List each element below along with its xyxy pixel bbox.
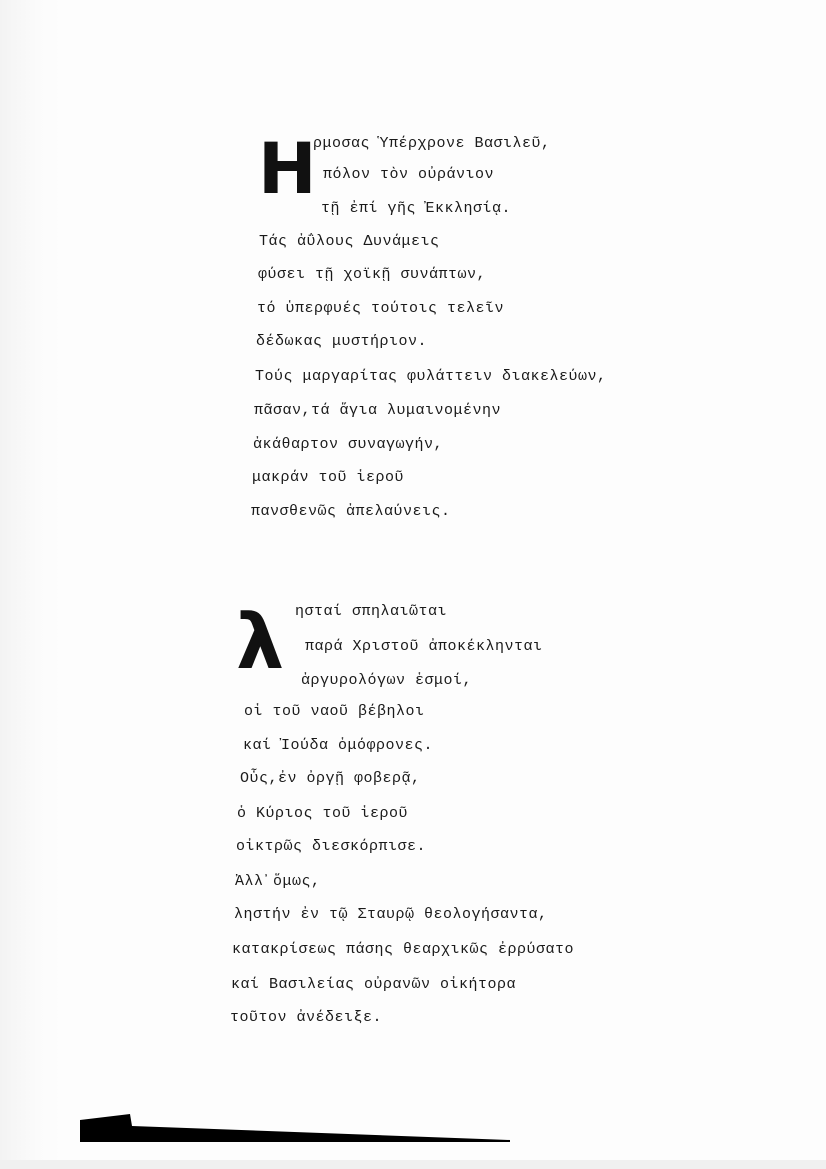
- stanza-2-line-5: καί Ἰούδα ὁμόφρονες.: [243, 737, 434, 754]
- drop-cap-lambda: λ: [236, 597, 285, 686]
- stanza-2-line-12: καί Βασιλείας οὐρανῶν οἰκήτορα: [231, 976, 517, 993]
- stanza-1-line-10: ἀκάθαρτον συναγωγήν,: [253, 436, 444, 453]
- stanza-1-line-4: Τάς ἀΰλους Δυνάμεις: [259, 233, 440, 250]
- stanza-1-line-9: πᾶσαν,τά ἅγια λυμαινομένην: [254, 402, 502, 419]
- stanza-1-line-7: δέδωκας μυστήριον.: [256, 333, 428, 350]
- stanza-2-line-7: ὁ Κύριος τοῦ ἱεροῦ: [237, 805, 409, 822]
- scan-edge-shadow: [0, 0, 62, 1169]
- stanza-2-line-11: κατακρίσεως πάσης θεαρχικῶς ἐρρύσατο: [232, 941, 575, 958]
- stanza-2-line-10: ληστήν ἐν τῷ Σταυρῷ θεολογήσαντα,: [234, 906, 548, 923]
- stanza-1-line-8: Τούς μαργαρίτας φυλάττειν διακελεύων,: [255, 368, 607, 385]
- stanza-2-line-4: οἱ τοῦ ναοῦ βέβηλοι: [244, 703, 425, 720]
- stanza-2-line-2: παρά Χριστοῦ ἀποκέκληνται: [305, 638, 543, 655]
- stanza-1-line-2: πόλον τὸν οὐράνιον: [323, 166, 495, 183]
- decorative-bottom-rule: [80, 1112, 510, 1144]
- stanza-1-line-5: φύσει τῇ χοϊκῇ συνάπτων,: [258, 266, 487, 283]
- drop-cap-eta: Η: [258, 128, 317, 210]
- stanza-2-line-1: ησταί σπηλαιῶται: [295, 603, 448, 620]
- scan-bottom-edge: [0, 1160, 826, 1169]
- stanza-2-line-6: Οὗς,ἐν ὀργῇ φοβερᾷ,: [240, 770, 421, 787]
- stanza-2-line-3: ἀργυρολόγων ἑσμοί,: [301, 672, 473, 689]
- stanza-2-line-8: οἰκτρῶς διεσκόρπισε.: [236, 838, 427, 855]
- stanza-2-line-13: τοῦτον ἀνέδειξε.: [230, 1009, 383, 1026]
- stanza-1-line-1: ρμοσας Ὑπέρχρονε Βασιλεῦ,: [313, 135, 551, 152]
- stanza-1-line-12: πανσθενῶς ἀπελαύνεις.: [251, 503, 451, 520]
- stanza-2-line-9: Ἀλλ᾽ὅμως,: [235, 873, 321, 890]
- stanza-1-line-3: τῇ ἐπί γῆς Ἐκκλησίᾳ.: [321, 200, 512, 217]
- stanza-1-line-6: τό ὑπερφυές τούτοις τελεῖν: [257, 300, 505, 317]
- stanza-1-line-11: μακράν τοῦ ἱεροῦ: [252, 469, 405, 486]
